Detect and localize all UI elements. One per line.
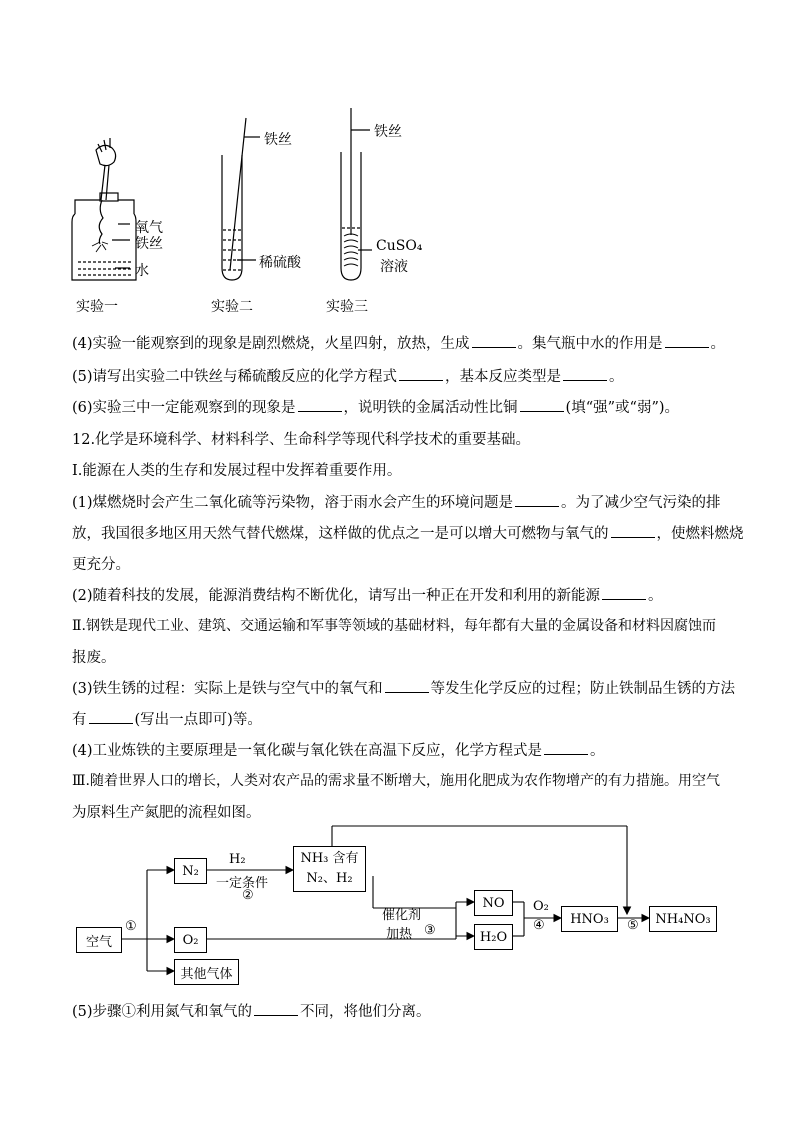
question-5-separation: (5)步骤①利用氮气和氧气的 不同，将他们分离。 [72, 1004, 431, 1020]
box-nh3-mixture: NH₃ 含有 N₂、H₂ [293, 846, 366, 892]
question-1-line-1: (1)煤燃烧时会产生二氧化硫等污染物，溶于雨水会产生的环境问题是 。为了减少空气污染的排 [72, 495, 721, 511]
step-1-label: ① [125, 919, 137, 934]
label-cuso4: CuSO₄ [376, 238, 423, 254]
step-3-label: ③ [424, 923, 436, 938]
label-o2-oxidant: O₂ [533, 899, 549, 914]
box-air: 空气 [76, 927, 122, 953]
step-5-label: ⑤ [627, 918, 639, 933]
part-2-line-1: Ⅱ.钢铁是现代工业、建筑、交通运输和军事等领域的基础材料，每年都有大量的金属设备和材料因腐蚀而 [72, 618, 716, 634]
question-1-line-2: 放，我国很多地区用天然气替代燃煤，这样做的优点之一是可以增大可燃物与氧气的 ，使燃料燃烧 [72, 526, 744, 542]
step-2-label: ② [242, 888, 254, 903]
box-no: NO [474, 890, 513, 916]
box-nh4no3: NH₄NO₃ [649, 906, 717, 932]
box-n2: N₂ [174, 858, 207, 884]
question-4-ironmaking: (4)工业炼铁的主要原理是一氧化碳与氧化铁在高温下反应，化学方程式是 。 [72, 743, 605, 759]
box-hno3: HNO₃ [561, 906, 618, 932]
label-heat: 加热 [386, 927, 413, 942]
label-h2: H₂ [229, 852, 246, 867]
box-other-gases: 其他气体 [174, 959, 239, 985]
label-solution: 溶液 [380, 259, 408, 275]
part-2-line-2: 报废。 [72, 650, 116, 666]
question-4-exp1: (4)实验一能观察到的现象是剧烈燃烧，火星四射，放热，生成 。集气瓶中水的作用是 。 [72, 336, 726, 352]
part-1-title: Ⅰ.能源在人类的生存和发展过程中发挥着重要作用。 [72, 463, 402, 479]
question-2: (2)随着科技的发展，能源消费结构不断优化，请写出一种正在开发和利用的新能源 。 [72, 588, 663, 604]
label-water: 水 [135, 263, 149, 279]
label-oxygen: 氧气 [135, 220, 163, 236]
question-1-line-3: 更充分。 [72, 557, 130, 573]
label-iron-wire-3: 铁丝 [374, 124, 402, 140]
caption-exp1: 实验一 [76, 299, 118, 315]
part-3-line-2: 为原料生产氮肥的流程如图。 [72, 805, 261, 821]
label-dilute-sulfuric-acid: 稀硫酸 [259, 255, 301, 271]
question-12-intro: 12.化学是环境科学、材料科学、生命科学等现代科学技术的重要基础。 [72, 432, 531, 448]
answer-blank[interactable] [254, 1003, 298, 1016]
label-iron-wire-1: 铁丝 [135, 236, 163, 252]
caption-exp3: 实验三 [326, 299, 368, 315]
question-3-line-1: (3)铁生锈的过程：实际上是铁与空气中的氧气和 等发生化学反应的过程；防止铁制品生锈的方法 [72, 681, 736, 697]
label-iron-wire-2: 铁丝 [264, 132, 292, 148]
label-catalyst: 催化剂 [382, 908, 422, 923]
label-condition: 一定条件 [216, 876, 269, 891]
step-4-label: ④ [533, 918, 545, 933]
question-5-exp2: (5)请写出实验二中铁丝与稀硫酸反应的化学方程式 ，基本反应类型是 。 [72, 369, 624, 385]
caption-exp2: 实验二 [211, 299, 253, 315]
question-6-exp3: (6)实验三中一定能观察到的现象是 ，说明铁的金属活动性比铜 (填“强”或“弱”)。 [72, 400, 680, 416]
part-3-line-1: Ⅲ.随着世界人口的增长，人类对农产品的需求量不断增大，施用化肥成为农作物增产的有力措施。用空气 [72, 773, 720, 789]
question-3-line-2: 有 (写出一点即可)等。 [72, 712, 262, 728]
box-o2: O₂ [174, 927, 207, 953]
box-h2o: H₂O [474, 924, 513, 950]
